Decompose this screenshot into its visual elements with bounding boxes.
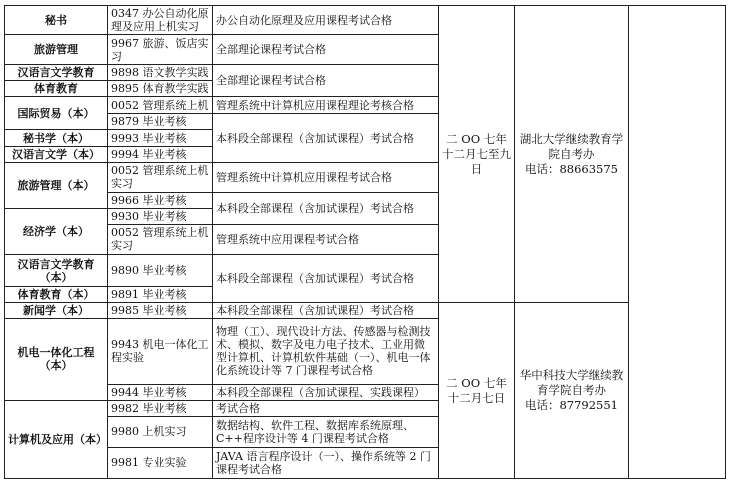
- major-cell: 体育教育（本）: [5, 287, 108, 303]
- major-cell: 计算机及应用（本）: [5, 400, 108, 478]
- course-cell: 9967 旅游、饭店实习: [108, 35, 213, 65]
- course-cell: 9993 毕业考核: [108, 130, 213, 146]
- office-name: 湖北大学继续教育学院自考办: [519, 131, 624, 161]
- scope-cell: 本科段全部课程（含加试课程）考试合格: [213, 254, 439, 302]
- major-cell: 汉语言文学教育: [5, 65, 108, 81]
- scope-cell: 本科段全部课程（含加试课程）考试合格: [213, 192, 439, 224]
- scope-cell: 考试合格: [213, 400, 439, 416]
- course-cell: 9994 毕业考核: [108, 146, 213, 162]
- scope-cell: 全部理论课程考试合格: [213, 65, 439, 97]
- course-cell: 9891 毕业考核: [108, 287, 213, 303]
- scope-cell: 本科段全部课程（含加试课程）考试合格: [213, 303, 439, 319]
- course-cell: 9898 语文教学实践: [108, 65, 213, 81]
- scope-cell: 管理系统中应用课程考试合格: [213, 224, 439, 254]
- course-cell: 9966 毕业考核: [108, 192, 213, 208]
- course-cell: 9879 毕业考核: [108, 114, 213, 130]
- course-cell: 9944 毕业考核: [108, 384, 213, 400]
- exam-date-cell: 二 OO 七年十二月七至九日: [439, 6, 515, 303]
- office-phone: 电话：87792551: [524, 398, 619, 413]
- scope-cell: 办公自动化原理及应用课程考试合格: [213, 6, 439, 35]
- course-cell: 9980 上机实习: [108, 416, 213, 447]
- table-row: [5, 303, 726, 319]
- office-phone: 电话：88663575: [524, 161, 619, 176]
- course-cell: 9895 体育教学实践: [108, 81, 213, 97]
- course-cell: 9981 专业实验: [108, 447, 213, 478]
- remarks-cell: [629, 6, 726, 479]
- major-cell: 旅游管理: [5, 35, 108, 65]
- course-cell: 9985 毕业考核: [108, 303, 213, 319]
- course-cell: 0052 管理系统上机实习: [108, 162, 213, 192]
- major-cell: 秘书学（本）: [5, 130, 108, 146]
- course-cell: 0052 管理系统上机: [108, 97, 213, 114]
- scope-cell: 管理系统中计算机应用课程理论考核合格: [213, 97, 439, 114]
- major-cell: 经济学（本）: [5, 208, 108, 254]
- exam-date-cell: 二 OO 七年十二月七日: [439, 303, 515, 479]
- major-cell: 机电一体化工程（本）: [5, 319, 108, 400]
- scope-cell: 管理系统中计算机应用课程考试合格: [213, 162, 439, 192]
- course-cell: 9930 毕业考核: [108, 208, 213, 224]
- contact-office-cell: [515, 6, 629, 303]
- scope-cell: JAVA 语言程序设计（一）、操作系统等 2 门课程考试合格: [213, 447, 439, 478]
- practical-exam-table: [4, 5, 726, 479]
- scope-cell: 本科段全部课程（含加试课程）考试合格: [213, 114, 439, 162]
- major-cell: 汉语言文学教育（本）: [5, 254, 108, 286]
- office-name: 华中科技大学继续教育学院自考办: [519, 368, 624, 398]
- major-cell: 汉语言文学（本）: [5, 146, 108, 162]
- major-cell: 秘书: [5, 6, 108, 35]
- major-cell: 旅游管理（本）: [5, 162, 108, 208]
- table-row: [5, 6, 726, 35]
- contact-office-cell: [515, 303, 629, 479]
- scope-cell: 数据结构、软件工程、数据库系统原理、C++程序设计等 4 门课程考试合格: [213, 416, 439, 447]
- scope-cell: 本科段全部课程（含加试课程、实践课程）: [213, 384, 439, 400]
- course-cell: 9943 机电一体化工程实验: [108, 319, 213, 384]
- course-cell: 0347 办公自动化原理及应用上机实习: [108, 6, 213, 35]
- major-cell: 体育教育: [5, 81, 108, 97]
- course-cell: 9890 毕业考核: [108, 254, 213, 286]
- scope-cell: 全部理论课程考试合格: [213, 35, 439, 65]
- course-cell: 0052 管理系统上机实习: [108, 224, 213, 254]
- major-cell: 新闻学（本）: [5, 303, 108, 319]
- major-cell: 国际贸易（本）: [5, 97, 108, 130]
- scope-cell: 物理（工）、现代设计方法、传感器与检测技术、模拟、数字及电力电子技术、工业用微型计算机、计算机软件基础（一）、机电一体化系统设计等 7 门课程考试合格: [213, 319, 439, 384]
- course-cell: 9982 毕业考核: [108, 400, 213, 416]
